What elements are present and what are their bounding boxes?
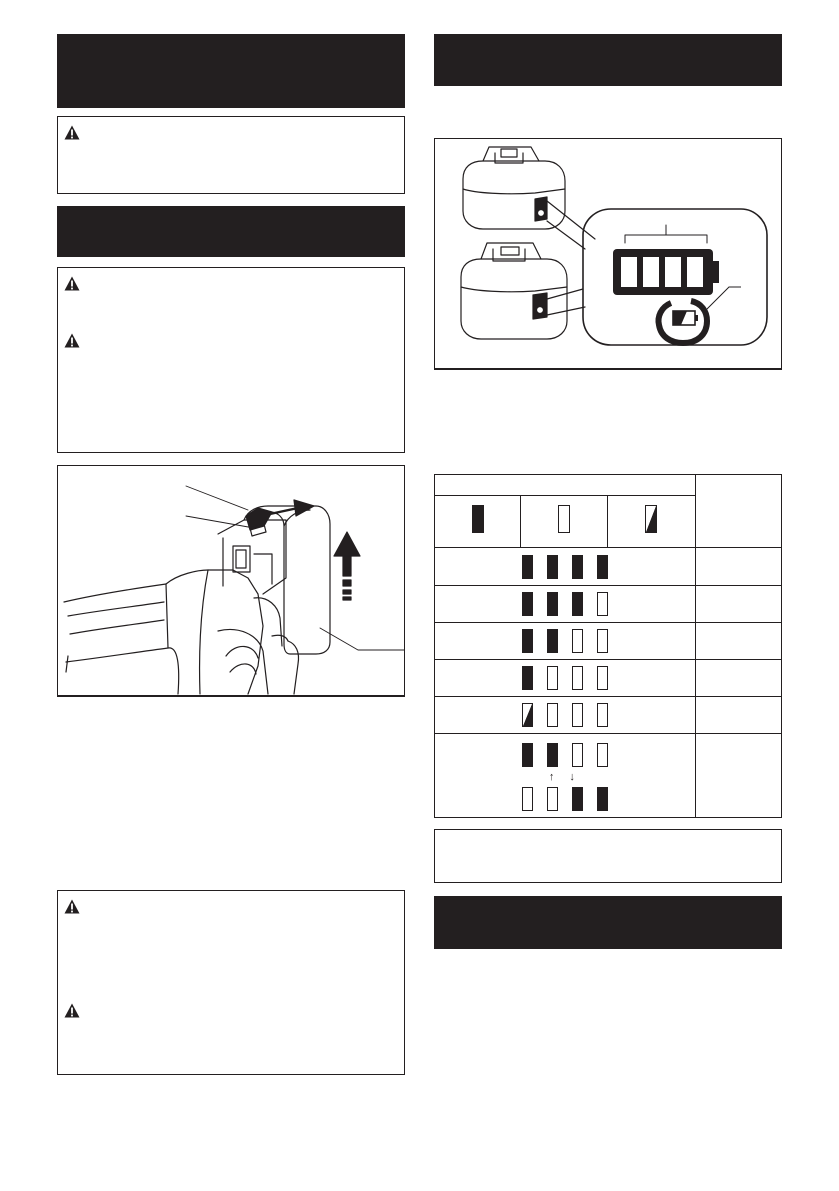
indicator-lamp-on (522, 743, 533, 767)
indicator-lamp-on (522, 629, 533, 653)
indicator-lamp-off (597, 666, 608, 690)
indicator-lamp-off (572, 629, 583, 653)
remaining-capacity-cell (695, 548, 781, 586)
warning-triangle-icon (64, 899, 80, 914)
remaining-capacity-cell (695, 734, 781, 818)
indicator-lamp-on (547, 592, 558, 616)
indicator-lamp-on (597, 787, 608, 811)
indicator-lamps-cell (435, 586, 696, 623)
legend-lighted (435, 496, 521, 548)
table-row (435, 623, 782, 660)
indicator-lamp-off (572, 703, 583, 727)
indicator-lamp-off (597, 743, 608, 767)
remaining-capacity-cell (695, 697, 781, 734)
note-box (434, 829, 782, 883)
indicator-lamp-on (572, 592, 583, 616)
warning-triangle-icon (64, 333, 80, 348)
indicator-lamp-off (547, 666, 558, 690)
table-header-remaining (695, 475, 781, 548)
battery-remaining-icon (659, 287, 742, 343)
indicator-lamps-cell (435, 548, 696, 586)
indicator-lamp-on (522, 592, 533, 616)
table-row (435, 734, 782, 818)
indicator-lamps-cell (435, 697, 696, 734)
indicator-lamp-off (597, 592, 608, 616)
indicator-lamp-on (547, 629, 558, 653)
table-header-lamps (435, 475, 696, 496)
indicator-lamp-on (522, 555, 533, 579)
figure-battery-indicator (434, 138, 782, 370)
section-header-bar-2 (57, 206, 405, 257)
table-row (435, 548, 782, 586)
battery-indicator-illustration (435, 139, 781, 369)
indicator-lamp-off (572, 666, 583, 690)
remaining-capacity-cell (695, 586, 781, 623)
indicator-lamp-on (547, 555, 558, 579)
warning-triangle-icon (64, 276, 80, 291)
table-row (435, 586, 782, 623)
battery-indicator-table (434, 474, 782, 818)
figure-battery-removal (57, 465, 405, 697)
indicator-lamp-off (547, 787, 558, 811)
battery-level-icon (613, 249, 719, 295)
remaining-capacity-cell (695, 660, 781, 697)
indicator-lamps-cell-alternating (435, 734, 696, 818)
indicator-lamp-on (572, 787, 583, 811)
indicator-lamp-on (547, 743, 558, 767)
indicator-lamp-off (547, 703, 558, 727)
indicator-lamp-on (522, 666, 533, 690)
legend-blinking (607, 496, 695, 548)
section-header-bar-1 (57, 34, 405, 108)
warning-triangle-icon (64, 125, 80, 140)
indicator-lamp-on (572, 555, 583, 579)
table-row (435, 660, 782, 697)
section-header-bar-3 (434, 34, 782, 86)
remaining-capacity-cell (695, 623, 781, 660)
indicator-lamp-off (597, 703, 608, 727)
battery-removal-illustration (58, 466, 404, 696)
indicator-lamp-on (597, 555, 608, 579)
warning-triangle-icon (64, 1003, 80, 1018)
caution-box-3 (57, 890, 405, 1075)
indicator-lamp-off (572, 743, 583, 767)
indicator-lamp-off (597, 629, 608, 653)
indicator-lamps-cell (435, 623, 696, 660)
caution-box-2 (57, 267, 405, 453)
caution-box-1 (57, 116, 405, 194)
indicator-lamps-cell (435, 660, 696, 697)
legend-off (521, 496, 607, 548)
section-header-bar-4 (434, 896, 782, 949)
table-row (435, 697, 782, 734)
alternate-arrows: ↑ ↓ (548, 770, 581, 783)
indicator-lamp-blink (522, 703, 533, 727)
indicator-lamp-off (522, 787, 533, 811)
